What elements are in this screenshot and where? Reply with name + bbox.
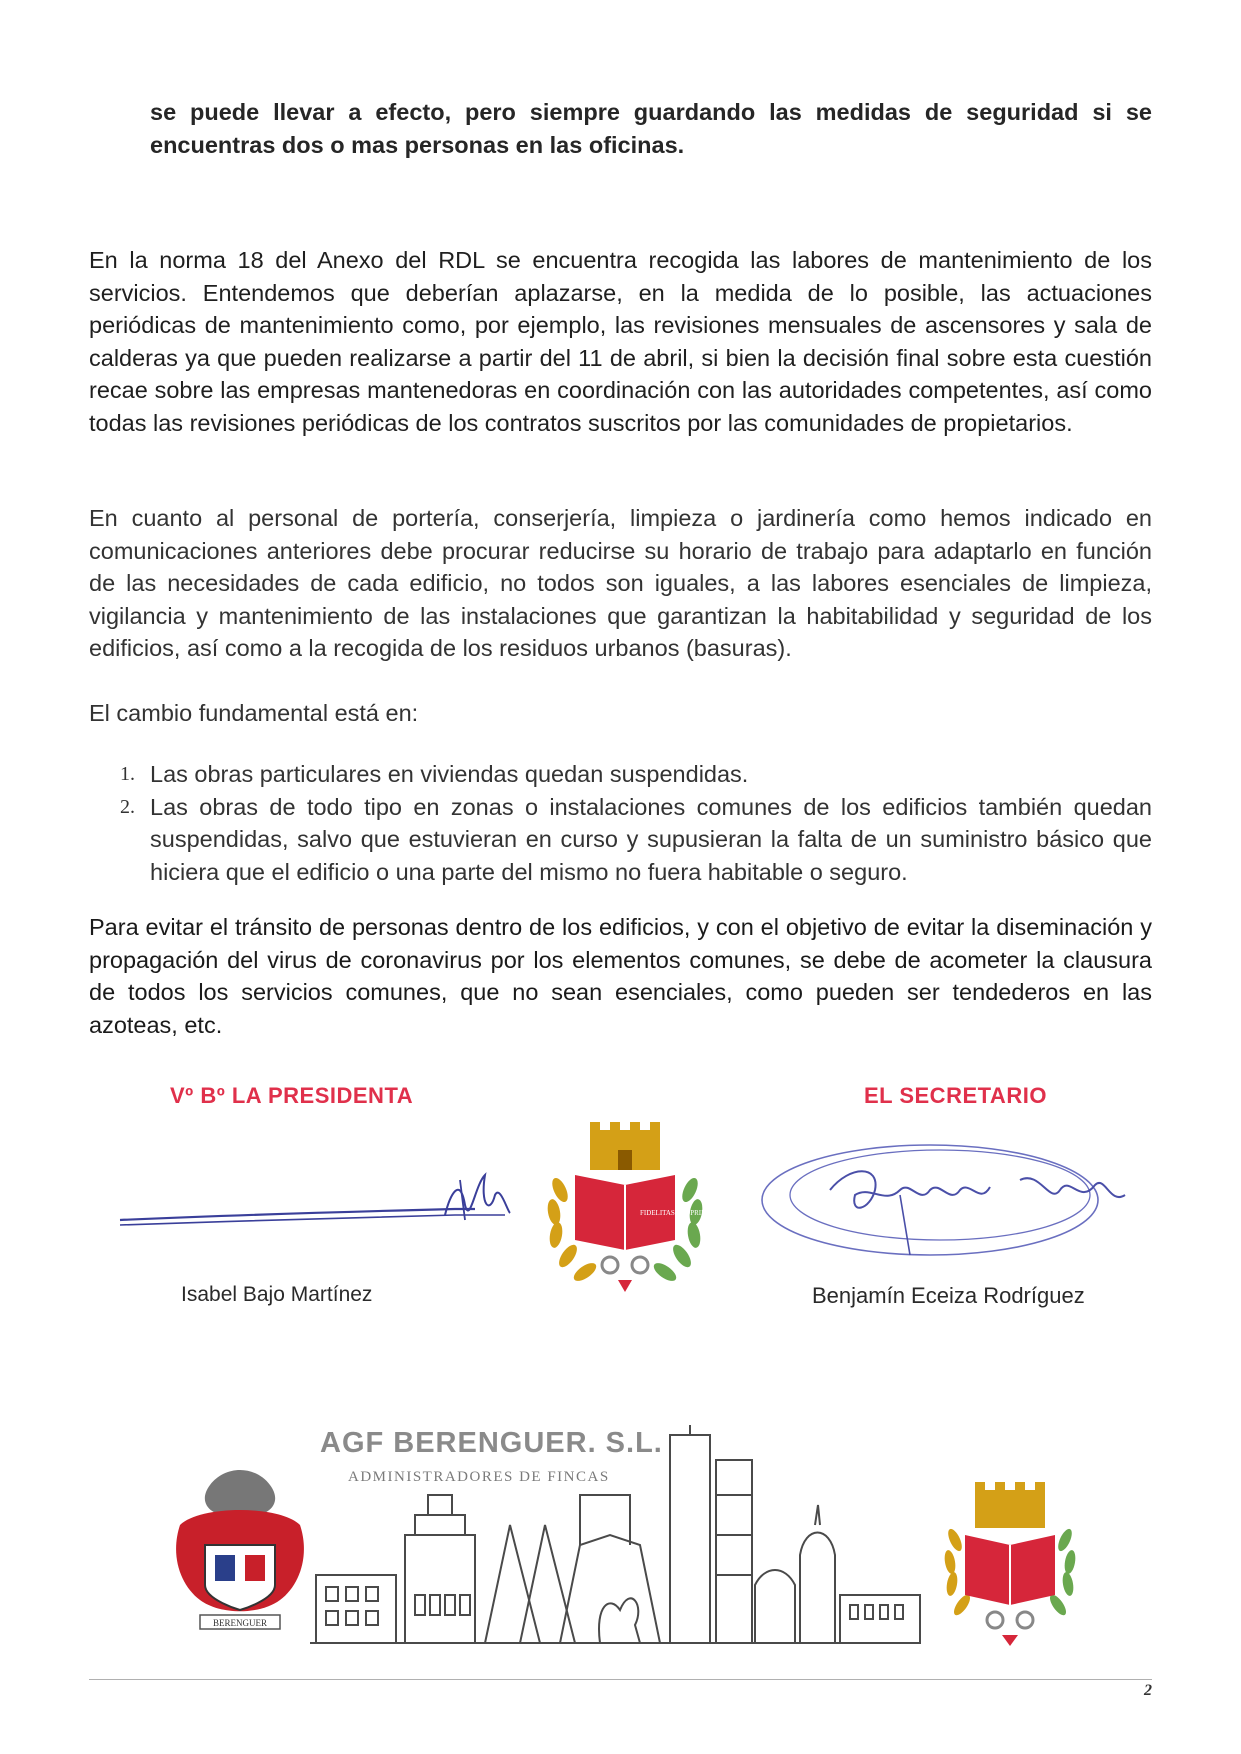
paragraph-change-intro: El cambio fundamental está en: <box>89 700 419 726</box>
secretary-signature <box>760 1135 1140 1275</box>
list-number: 2. <box>120 795 135 818</box>
paragraph-staff: En cuanto al personal de portería, conserjería, limpieza o jardinería como hemos indicado en comunicaciones anteriores debe procurar reducirse su horario de trabajo para adaptarlo en función de las necesidades de cada edificio, no todos son iguales, a las labores esenciales de limpieza, vigilancia y mantenimiento de las instalaciones que garantizan la habitabilidad y seguridad de los edificios, así como a la recogida de los residuos urbanos (basuras). <box>89 505 1152 661</box>
president-name: Isabel Bajo Martínez <box>181 1283 373 1306</box>
paragraph-common-services: Para evitar el tránsito de personas dentro de los edificios, y con el objetivo de evitar la diseminación y propagación del virus de coronavirus por los elementos comunes, se debe de acometer la clausura de todos los servicios comunes, que no sean esenciales, como pueden ser tendederos en las azoteas, etc. <box>89 914 1152 1038</box>
list-item <box>120 791 1152 889</box>
crest-text: BERENGUER <box>213 1618 267 1628</box>
paragraph-maintenance: En la norma 18 del Anexo del RDL se encuentra recogida las labores de mantenimiento de los servicios. Entendemos que deberían aplazarse, en la medida de lo posible, las actuaciones periódicas de mantenimiento como, por ejemplo, las revisiones mensuales de ascensores y sala de calderas ya que pueden realizarse a partir del 11 de abril, si bien la decisión final sobre esta cuestión recae sobre las empresas mantenedoras en coordinación con las autoridades competentes, así como todas las revisiones periódicas de los contratos suscritos por las comunidades de propietarios. <box>89 247 1152 436</box>
numbered-list <box>120 758 1152 888</box>
emblem-book-text: FIDELITAS PROPRIETATI <box>640 1209 720 1217</box>
company-subtitle: ADMINISTRADORES DE FINCAS <box>348 1469 610 1485</box>
president-signature <box>115 1165 515 1245</box>
footer-divider <box>89 1679 1152 1680</box>
list-item-text: Las obras de todo tipo en zonas o instalaciones comunes de los edificios también quedan suspendidas, salvo que estuvieran en curso y supusieran la falta de un suministro básico que hiciera que el edificio o una parte del mismo no fuera habitable o seguro. <box>150 793 1152 885</box>
secretary-title: EL SECRETARIO <box>864 1083 1047 1108</box>
page-number: 2 <box>1144 1682 1152 1699</box>
fidelitas-emblem <box>540 1120 720 1300</box>
list-number: 1. <box>120 763 135 785</box>
list-item-text: Las obras particulares en viviendas quedan suspendidas. <box>150 761 749 787</box>
berenguer-crest-logo <box>170 1465 310 1635</box>
list-item <box>120 758 1152 791</box>
company-name: AGF BERENGUER. S.L. <box>320 1427 663 1459</box>
city-skyline-illustration <box>310 1435 925 1647</box>
president-title: Vº Bº LA PRESIDENTA <box>170 1083 414 1108</box>
intro-bold-paragraph: se puede llevar a efecto, pero siempre guardando las medidas de seguridad si se encuentras dos o mas personas en las oficinas. <box>150 99 1152 158</box>
fidelitas-emblem-footer <box>940 1480 1080 1650</box>
secretary-name: Benjamín Eceiza Rodríguez <box>812 1283 1085 1308</box>
